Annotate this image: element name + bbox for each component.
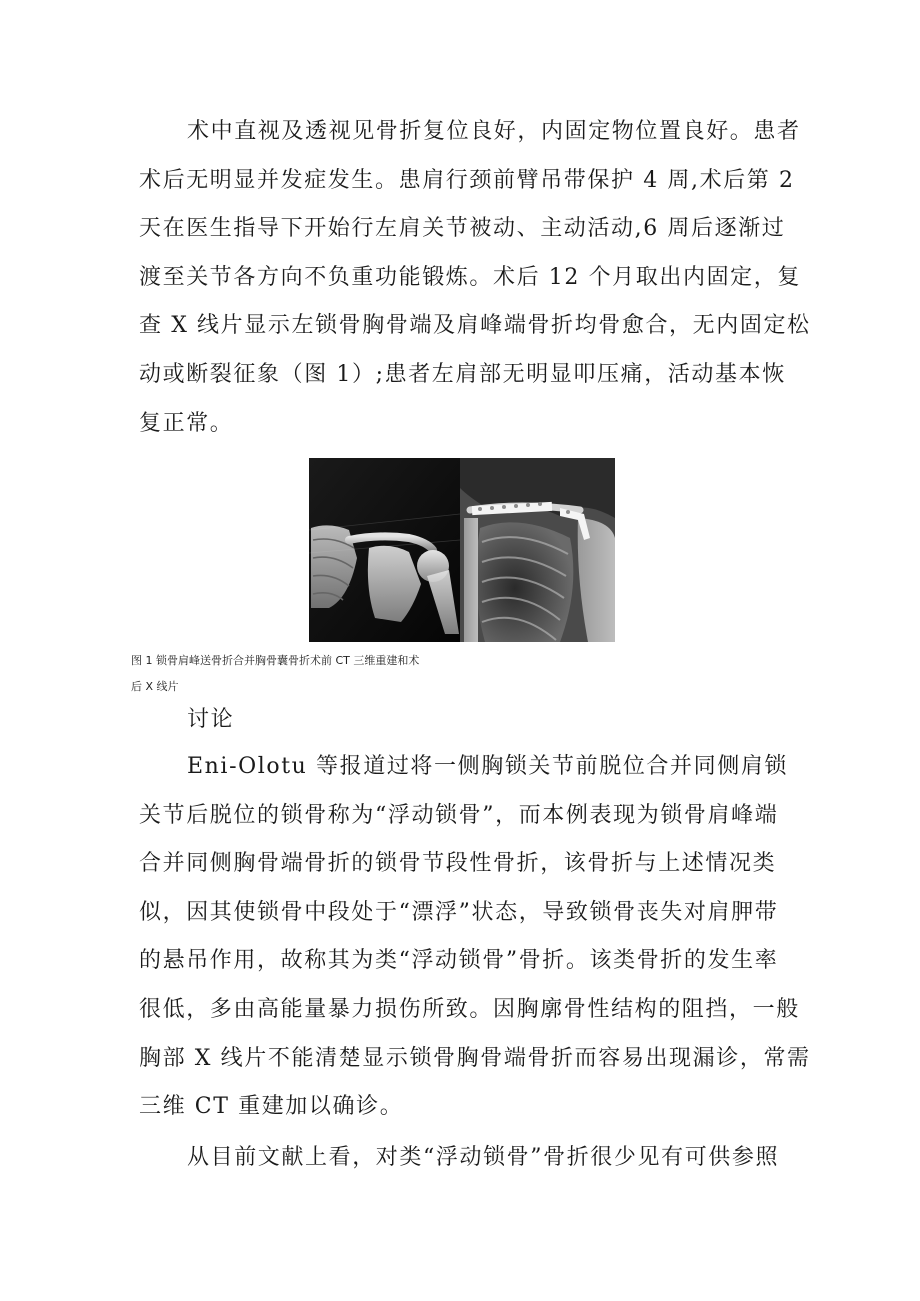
text-line: 的悬吊作用，故称其为类“浮动锁骨”骨折。该类骨折的发生率 — [139, 948, 779, 974]
text-line: 动或断裂征象（图 1）;患者左肩部无明显叩压痛，活动基本恢 — [139, 361, 786, 387]
caption-line: 后 X 线片 — [131, 680, 179, 693]
text-line: 天在医生指导下开始行左肩关节被动、主动活动,6 周后逐渐过 — [139, 216, 786, 242]
figure-1-images — [309, 458, 615, 642]
text-line: 合并同侧胸骨端骨折的锁骨节段性骨折，该骨折与上述情况类 — [139, 851, 777, 877]
text-line: 术中直视及透视见骨折复位良好，内固定物位置良好。患者 — [187, 119, 801, 144]
text-line: 渡至关节各方向不负重功能锻炼。术后 12 个月取出内固定，复 — [139, 264, 801, 290]
paragraph-discussion — [139, 743, 811, 1132]
section-heading: 讨论 — [187, 707, 235, 732]
text-line: 似，因其使锁骨中段处于“漂浮”状态，导致锁骨丧失对肩胛带 — [139, 899, 779, 925]
figure-caption — [131, 648, 461, 700]
postop-xray-image — [460, 458, 615, 642]
text-line: 胸部 X 线片不能清楚显示锁骨胸骨端骨折而容易出现漏诊，常需 — [139, 1045, 811, 1071]
caption-line: 图 1 锁骨肩峰送骨折合并胸骨囊骨折术前 CT 三维重建和术 — [131, 654, 420, 667]
paragraph-literature — [139, 1134, 791, 1183]
ct-3d-reconstruction-image — [309, 458, 460, 642]
text-line: 关节后脱位的锁骨称为“浮动锁骨”，而本例表现为锁骨肩峰端 — [139, 802, 779, 828]
text-line: 查 X 线片显示左锁骨胸骨端及肩峰端骨折均骨愈合，无内固定松 — [139, 313, 811, 339]
text-line: Eni-Olotu 等报道过将一侧胸锁关节前脱位合并同侧肩锁 — [187, 754, 789, 779]
paragraph-postop-course — [139, 108, 811, 448]
text-line: 从目前文献上看，对类“浮动锁骨”骨折很少见有可供参照 — [187, 1145, 780, 1170]
text-line: 很低，多由高能量暴力损伤所致。因胸廓骨性结构的阻挡，一般 — [139, 996, 800, 1022]
text-line: 三维 CT 重建加以确诊。 — [139, 1094, 404, 1120]
text-line: 复正常。 — [139, 410, 234, 436]
text-line: 术后无明显并发症发生。患肩行颈前臂吊带保护 4 周,术后第 2 — [139, 167, 795, 193]
